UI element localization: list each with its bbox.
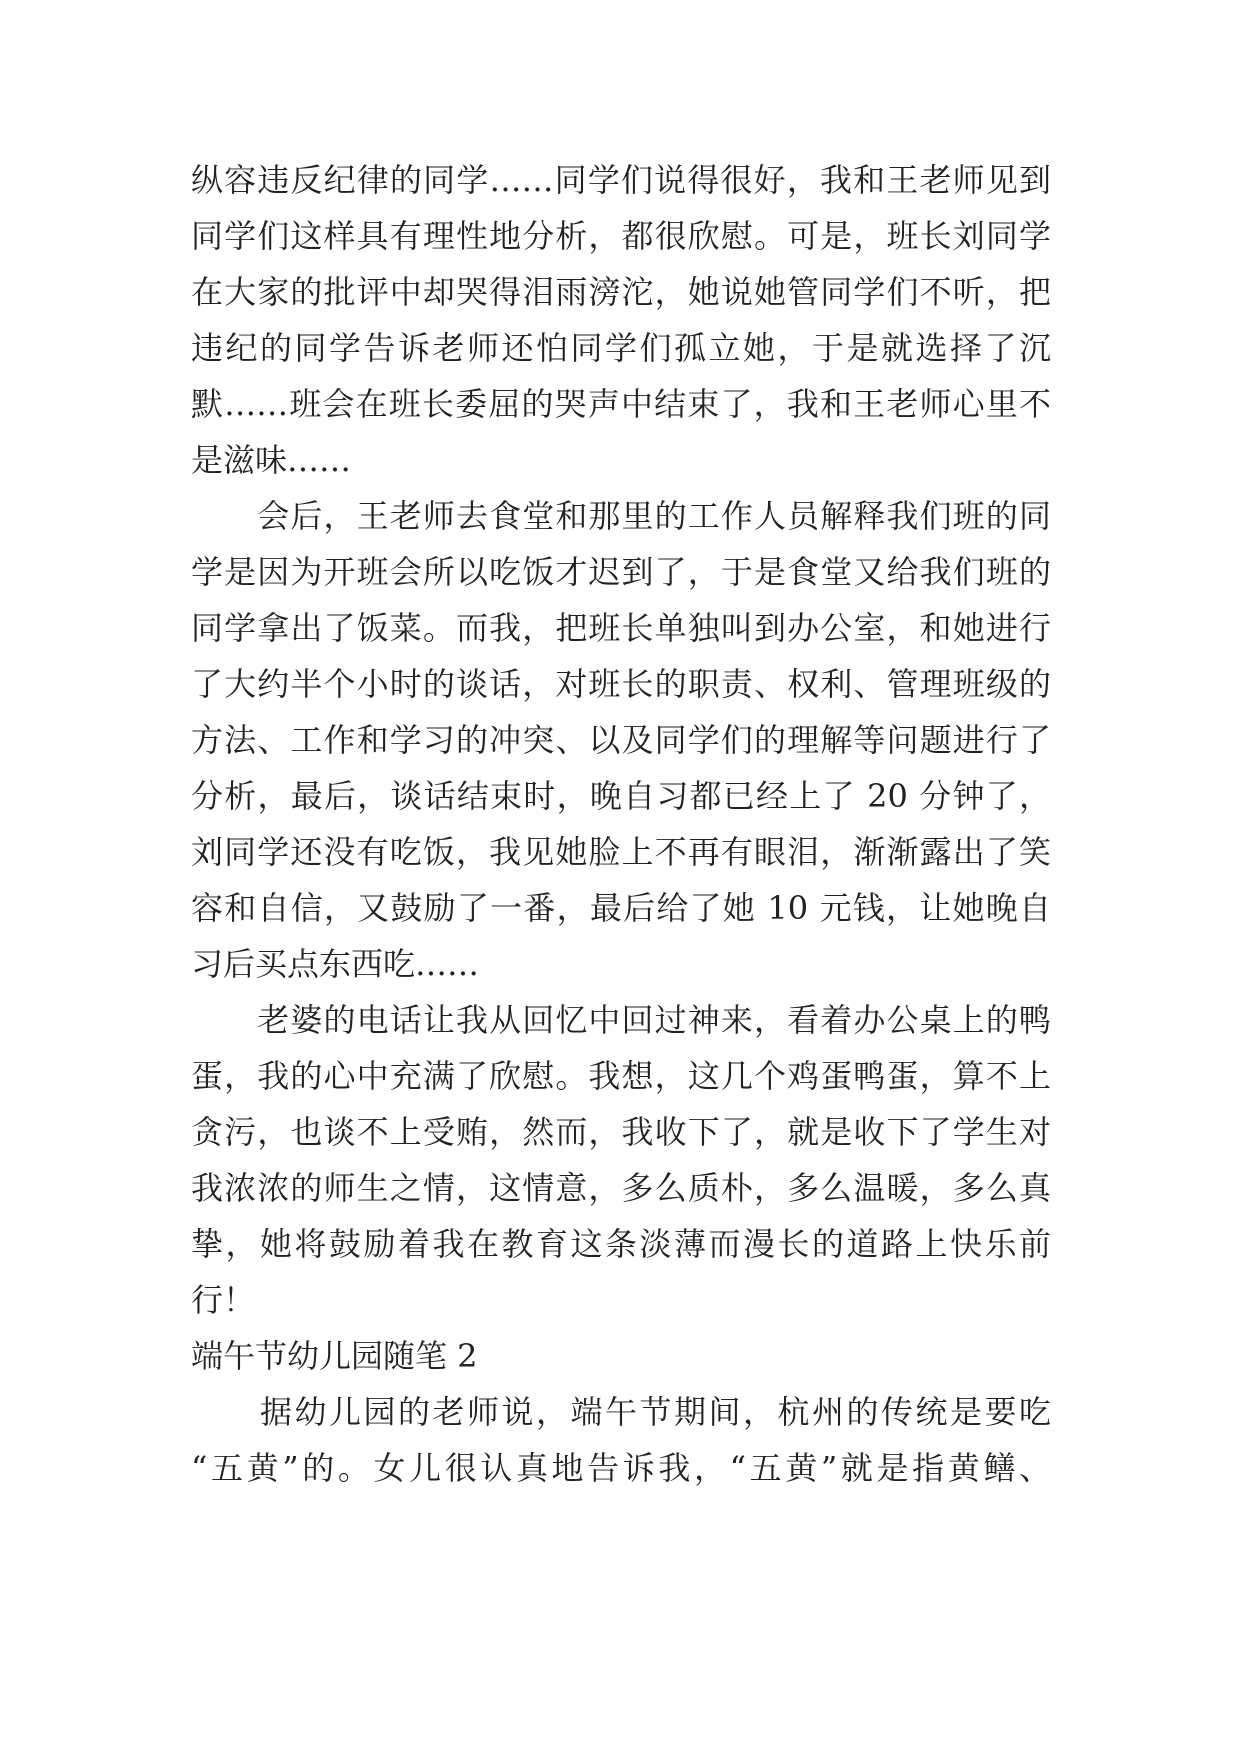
text-line: 会后，王老师去食堂和那里的工作人员解释我们班的同 (191, 497, 1051, 535)
text-line: 同学拿出了饭菜。而我，把班长单独叫到办公室，和她进行 (191, 609, 1051, 647)
text-line: 据幼儿园的老师说，端午节期间，杭州的传统是要吃 (191, 1393, 1051, 1431)
text-line: 违纪的同学告诉老师还怕同学们孤立她，于是就选择了沉 (191, 329, 1051, 367)
text-line: 方法、工作和学习的冲突、以及同学们的理解等问题进行了 (191, 721, 1051, 759)
paragraph-3 (191, 992, 1051, 1328)
text-line: 老婆的电话让我从回忆中回过神来，看着办公桌上的鸭 (191, 1001, 1051, 1039)
text-line: 容和自信，又鼓励了一番，最后给了她 10 元钱，让她晚自 (191, 889, 1051, 927)
text-line: 挚，她将鼓励着我在教育这条淡薄而漫长的道路上快乐前 (191, 1225, 1051, 1263)
text-line: 蛋，我的心中充满了欣慰。我想，这几个鸡蛋鸭蛋，算不上 (191, 1057, 1051, 1095)
text-line: 纵容违反纪律的同学……同学们说得很好，我和王老师见到 (191, 161, 1051, 199)
text-line: 贪污，也谈不上受贿，然而，我收下了，就是收下了学生对 (191, 1113, 1051, 1151)
text-line: 在大家的批评中却哭得泪雨滂沱，她说她管同学们不听，把 (191, 273, 1051, 311)
paragraph-2 (191, 488, 1051, 992)
paragraph-1 (191, 152, 1051, 488)
text-line: 分析，最后，谈话结束时，晚自习都已经上了 20 分钟了， (191, 777, 1051, 815)
paragraph-4 (191, 1384, 1051, 1496)
text-line: 我浓浓的师生之情，这情意，多么质朴，多么温暖，多么真 (191, 1169, 1051, 1207)
document-body (191, 152, 1051, 1496)
text-line: 行！ (191, 1281, 256, 1319)
text-line: 了大约半个小时的谈话，对班长的职责、权利、管理班级的 (191, 665, 1051, 703)
text-line: 刘同学还没有吃饭，我见她脸上不再有眼泪，渐渐露出了笑 (191, 833, 1051, 871)
text-line: 默……班会在班长委屈的哭声中结束了，我和王老师心里不 (191, 385, 1051, 423)
text-line: 是滋味…… (191, 441, 352, 479)
text-line: 学是因为开班会所以吃饭才迟到了，于是食堂又给我们班的 (191, 553, 1051, 591)
text-line: “五黄”的。女儿很认真地告诉我，“五黄”就是指黄鳝、 (191, 1449, 1051, 1487)
text-line: 同学们这样具有理性地分析，都很欣慰。可是，班长刘同学 (191, 217, 1051, 255)
section-heading: 端午节幼儿园随笔 2 (191, 1337, 478, 1375)
text-line: 习后买点东西吃…… (191, 945, 480, 983)
